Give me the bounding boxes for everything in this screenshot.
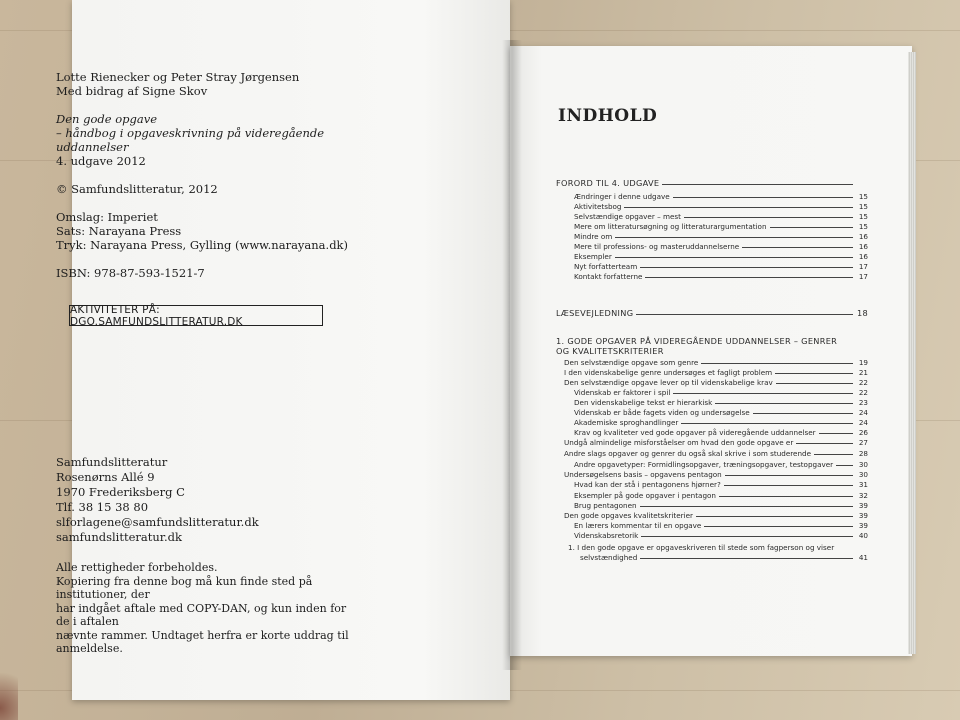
toc-entry-label: Den gode opgaves kvalitetskriterier xyxy=(564,511,693,520)
toc-leader-line xyxy=(641,536,853,537)
address-line: slforlagene@samfundslitteratur.dk xyxy=(56,515,259,529)
toc-entry xyxy=(574,531,868,540)
address-line: Rosenørns Allé 9 xyxy=(56,470,155,484)
address-line: Tlf. 38 15 38 80 xyxy=(56,500,149,514)
toc-entry xyxy=(580,553,868,562)
toc-leader-line xyxy=(724,485,853,486)
toc-entry xyxy=(574,398,868,407)
toc-page-number: 26 xyxy=(858,428,868,437)
toc-entry-label: Andre opgavetyper: Formidlingsopgaver, træningsopgaver, testopgaver xyxy=(574,460,834,469)
toc-entry-label: Den selvstændige opgave som genre xyxy=(564,358,699,367)
toc-page-number: 15 xyxy=(858,192,868,201)
toc-page-number: 23 xyxy=(858,398,868,407)
toc-entry xyxy=(574,222,868,231)
toc-entry xyxy=(574,252,868,261)
toc-leader-line xyxy=(796,443,853,444)
toc-entry xyxy=(564,511,868,520)
toc-entry-label: Videnskabsretorik xyxy=(574,531,639,540)
toc-entry xyxy=(574,418,868,427)
toc-leader-line xyxy=(640,267,853,268)
toc-entry-label: Ændringer i denne udgave xyxy=(574,192,670,201)
toc-leader-line xyxy=(615,237,853,238)
toc-entry-label: Hvad kan der stå i pentagonens hjørner? xyxy=(574,480,721,489)
toc-page-number: 40 xyxy=(858,531,868,540)
toc-entry-label: Den videnskabelige tekst er hierarkisk xyxy=(574,398,713,407)
colophon-line: 4. udgave 2012 xyxy=(56,154,146,168)
toc-entry xyxy=(574,212,868,221)
toc-entry xyxy=(574,521,868,530)
toc-entry xyxy=(574,202,868,211)
toc-title: INDHOLD xyxy=(558,106,658,126)
toc-page-number: 22 xyxy=(858,388,868,397)
toc-page-number: 21 xyxy=(858,368,868,377)
toc-entry-label: Mere til professions- og masteruddannelserne xyxy=(574,242,740,251)
toc-entry xyxy=(564,470,868,479)
toc-page-number: 39 xyxy=(858,521,868,530)
toc-leader-line xyxy=(662,184,853,185)
page-edges xyxy=(908,52,916,654)
toc-entry-label: 1. GODE OPGAVER PÅ VIDEREGÅENDE UDDANNELSER – GENRER xyxy=(556,336,838,346)
toc-leader-line xyxy=(640,506,853,507)
toc-entry xyxy=(564,449,868,458)
toc-page-number: 16 xyxy=(858,232,868,241)
toc-entry xyxy=(574,242,868,251)
toc-entry xyxy=(574,460,868,469)
colophon-gap xyxy=(56,168,396,182)
toc-page-number: 24 xyxy=(858,408,868,417)
toc-leader-line xyxy=(719,496,853,497)
toc-entry-label: Videnskab er faktorer i spil xyxy=(574,388,671,397)
toc-leader-line xyxy=(814,454,853,455)
toc-entry-label: Aktivitetsbog xyxy=(574,202,622,211)
rights-line: nævnte rammer. Undtaget herfra er korte uddrag til anmeldelse. xyxy=(56,628,349,655)
toc-entry-label: Eksempler på gode opgaver i pentagon xyxy=(574,491,716,500)
toc-entry-label: OG KVALITETSKRITERIER xyxy=(556,346,664,356)
toc-page-number: 16 xyxy=(858,252,868,261)
toc-entry-label: 1. I den gode opgave er opgaveskriveren til stede som fagperson og viser xyxy=(568,543,835,552)
toc-page-number: 30 xyxy=(858,460,868,469)
toc-page-number: 30 xyxy=(858,470,868,479)
toc-leader-line xyxy=(636,314,853,315)
toc-entry xyxy=(574,480,868,489)
toc-leader-line xyxy=(725,475,853,476)
address-line: Samfundslitteratur xyxy=(56,455,168,469)
toc-page-number: 15 xyxy=(858,222,868,231)
address-line: samfundslitteratur.dk xyxy=(56,530,183,544)
toc-leader-line xyxy=(673,197,853,198)
address-line: 1970 Frederiksberg C xyxy=(56,485,185,499)
toc-page-number: 39 xyxy=(858,501,868,510)
toc-entry-label: I den videnskabelige genre undersøges et fagligt problem xyxy=(564,368,773,377)
toc-leader-line xyxy=(819,433,853,434)
toc-leader-line xyxy=(776,383,853,384)
toc-leader-line xyxy=(753,413,853,414)
toc-entry-label: Selvstændige opgaver – mest xyxy=(574,212,681,221)
publisher-address xyxy=(56,455,396,545)
toc-entry xyxy=(564,438,868,447)
toc-entry-label: Eksempler xyxy=(574,252,612,261)
toc-entry xyxy=(564,378,868,387)
toc-page-number: 18 xyxy=(856,308,868,318)
toc-entry xyxy=(574,232,868,241)
toc-entry-label: Nyt forfatterteam xyxy=(574,262,638,271)
toc-leader-line xyxy=(701,363,853,364)
toc-entry xyxy=(556,336,868,346)
toc-page-number: 39 xyxy=(858,511,868,520)
toc-page-number: 15 xyxy=(858,202,868,211)
toc-page-number: 41 xyxy=(858,553,868,562)
toc-entry-label: Mere om litteratursøgning og litteraturargumentation xyxy=(574,222,767,231)
colophon-line: – håndbog i opgaveskrivning på videregående uddannelser xyxy=(56,126,325,154)
toc-entry-label: Brug pentagonen xyxy=(574,501,637,510)
toc-entry xyxy=(574,491,868,500)
colophon-gap xyxy=(56,252,396,266)
toc-leader-line xyxy=(742,247,853,248)
toc-leader-line xyxy=(696,516,853,517)
finger-edge xyxy=(0,660,18,720)
rights-line: Kopiering fra denne bog må kun finde sted på institutioner, der xyxy=(56,574,313,601)
toc-leader-line xyxy=(645,277,853,278)
toc-leader-line xyxy=(836,465,853,466)
toc-entry xyxy=(574,501,868,510)
toc-entry-label: Videnskab er både fagets viden og undersøgelse xyxy=(574,408,750,417)
toc-entry xyxy=(574,388,868,397)
toc-entry xyxy=(574,272,868,281)
toc-entry xyxy=(556,308,868,318)
toc-entry-label: FORORD TIL 4. UDGAVE xyxy=(556,178,660,188)
toc-page-number: 16 xyxy=(858,242,868,251)
toc-entry xyxy=(574,408,868,417)
colophon-line: Omslag: Imperiet xyxy=(56,210,158,224)
toc-page-number: 17 xyxy=(858,272,868,281)
toc-leader-line xyxy=(624,207,853,208)
toc-entry xyxy=(568,543,868,552)
toc-entry xyxy=(574,262,868,271)
toc-page-number: 32 xyxy=(858,491,868,500)
colophon-line: Den gode opgave xyxy=(56,112,158,126)
rights-line: har indgået aftale med COPY-DAN, og kun inden for de i aftalen xyxy=(56,601,347,628)
rights-notice xyxy=(56,561,356,656)
book-gutter xyxy=(502,40,522,670)
toc-entry xyxy=(564,358,868,367)
toc-entry xyxy=(574,428,868,437)
toc-page-number: 31 xyxy=(858,480,868,489)
toc-entry-label: Undgå almindelige misforståelser om hvad den gode opgave er xyxy=(564,438,794,447)
colophon-line: Tryk: Narayana Press, Gylling (www.narayana.dk) xyxy=(56,238,349,252)
colophon-gap xyxy=(56,196,396,210)
toc-entry xyxy=(556,178,868,188)
toc-page-number: 28 xyxy=(858,449,868,458)
toc-page-number: 17 xyxy=(858,262,868,271)
toc-leader-line xyxy=(681,423,853,424)
toc-leader-line xyxy=(615,257,853,258)
colophon-gap xyxy=(56,98,396,112)
toc-entry-label: Den selvstændige opgave lever op til videnskabelige krav xyxy=(564,378,773,387)
toc-entry xyxy=(574,192,868,201)
colophon xyxy=(56,70,396,280)
activities-box: AKTIVITETER PÅ: DGO.SAMFUNDSLITTERATUR.DK xyxy=(69,305,323,326)
colophon-line: Sats: Narayana Press xyxy=(56,224,182,238)
colophon-line: Med bidrag af Signe Skov xyxy=(56,84,208,98)
toc-entry-label: Mindre om xyxy=(574,232,613,241)
toc-entry xyxy=(564,368,868,377)
toc-entry-label: Undersøgelsens basis – opgavens pentagon xyxy=(564,470,722,479)
toc-entry-label: Andre slags opgaver og genrer du også skal skrive i som studerende xyxy=(564,449,812,458)
toc-leader-line xyxy=(640,558,853,559)
toc-entry-label: selvstændighed xyxy=(580,553,638,562)
toc-page-number: 15 xyxy=(858,212,868,221)
toc-entry xyxy=(556,346,868,356)
colophon-line: Lotte Rienecker og Peter Stray Jørgensen xyxy=(56,70,300,84)
toc-page-number: 22 xyxy=(858,378,868,387)
toc-entry-label: En lærers kommentar til en opgave xyxy=(574,521,702,530)
toc-leader-line xyxy=(715,403,853,404)
toc-leader-line xyxy=(673,393,853,394)
toc-leader-line xyxy=(704,526,853,527)
toc-entry-label: Akademiske sproghandlinger xyxy=(574,418,679,427)
toc-page-number: 19 xyxy=(858,358,868,367)
rights-line: Alle rettigheder forbeholdes. xyxy=(56,561,218,574)
colophon-line: ISBN: 978-87-593-1521-7 xyxy=(56,266,205,280)
toc-leader-line xyxy=(775,373,853,374)
colophon-line: © Samfundslitteratur, 2012 xyxy=(56,182,218,196)
toc-leader-line xyxy=(684,217,853,218)
toc-page-number: 27 xyxy=(858,438,868,447)
toc-entry-label: LÆSEVEJLEDNING xyxy=(556,308,634,318)
toc-page-number: 24 xyxy=(858,418,868,427)
toc-leader-line xyxy=(770,227,853,228)
toc-entry-label: Kontakt forfatterne xyxy=(574,272,643,281)
toc-entry-label: Krav og kvaliteter ved gode opgaver på videregående uddannelser xyxy=(574,428,816,437)
